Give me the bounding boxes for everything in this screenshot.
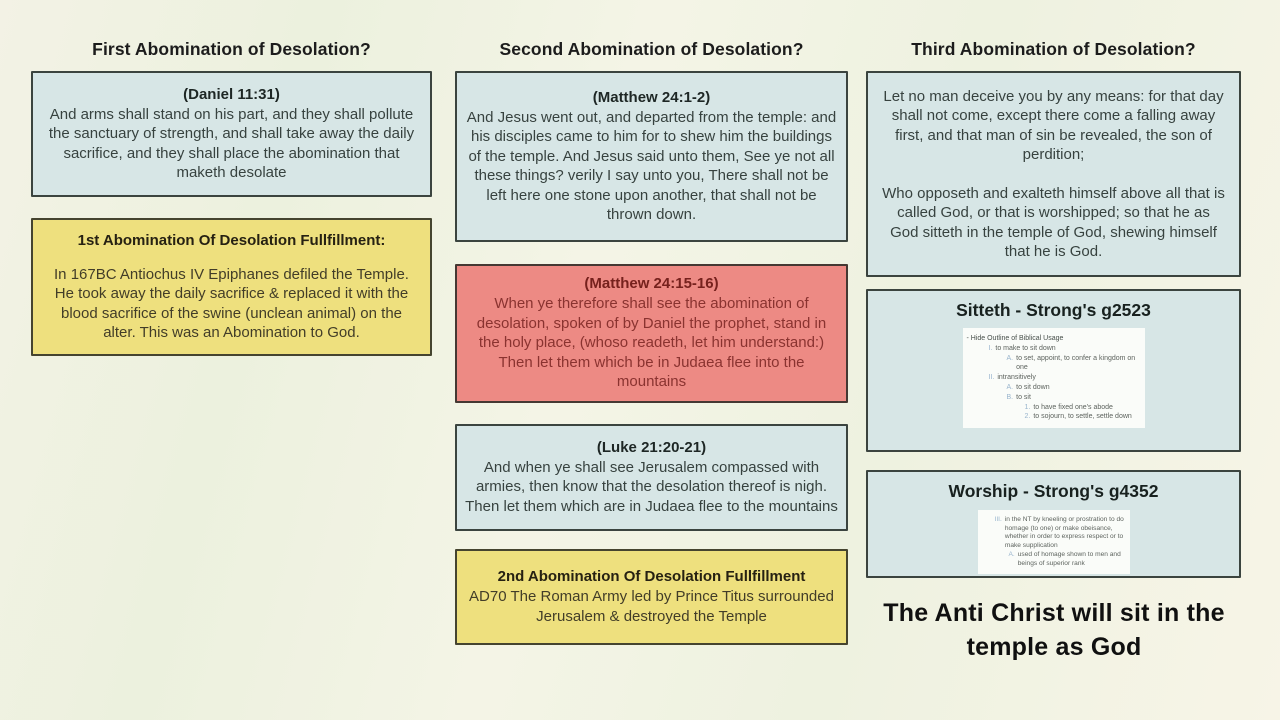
column-header-third: Third Abomination of Desolation? (911, 39, 1196, 59)
column-header-first: First Abomination of Desolation? (92, 39, 371, 59)
scripture-box-matthew-24-1-2 (455, 71, 848, 242)
scripture-text: And Jesus went out, and departed from the temple: and his disciples came to him for to shew him the buildings of the temple. And Jesus said unto them, See ye not all these things? verily I say unto you, There shall not be left here one stone upon another, that shall not be thrown down. (466, 108, 837, 223)
conclusion-statement: The Anti Christ will sit in the temple as God (883, 599, 1225, 661)
strongs-title: Sitteth - Strong's g2523 (956, 300, 1151, 320)
outline-item (967, 354, 1141, 374)
outline-item (967, 393, 1141, 403)
outline-marker: I. (988, 344, 993, 352)
scripture-reference: (Matthew 24:15-16) (584, 275, 719, 293)
outline-header: - Hide Outline of Biblical Usage (966, 335, 1064, 342)
outline-text: to set, appoint, to confer a kingdom on one (1016, 354, 1136, 372)
lexicon-outline-screenshot (963, 328, 1145, 428)
outline-text: in the NT by kneeling or prostration to do homage (to one) or make obeisance, whether in order to express respect or to make supplication (1004, 516, 1124, 550)
fulfillment-box-first (31, 218, 432, 356)
outline-marker: 1. (1024, 403, 1031, 411)
outline-text: to sojourn, to settle, settle down (1033, 413, 1132, 421)
strongs-box-worship-g4352 (866, 470, 1241, 578)
scripture-box-matthew-24-15-16 (455, 264, 848, 403)
scripture-box-luke-21-20-21 (455, 424, 848, 531)
outline-text: to make to sit down (995, 344, 1056, 352)
outline-text: to have fixed one's abode (1033, 403, 1113, 411)
scripture-box-daniel (31, 71, 432, 197)
outline-item (967, 344, 1141, 354)
outline-marker: B. (1006, 393, 1014, 401)
outline-item (983, 516, 1125, 551)
outline-marker: II. (988, 374, 995, 382)
outline-item (967, 383, 1141, 393)
outline-item (967, 412, 1141, 422)
outline-item (967, 373, 1141, 383)
scripture-box-thessalonians (866, 71, 1241, 277)
scripture-text-paragraph-2: Who opposeth and exalteth himself above all that is called God, or that is worshipped; so that he as God sitteth in the temple of God, shewing himself that he is God. (882, 184, 1225, 260)
scripture-reference: (Daniel 11:31) (183, 85, 280, 103)
fulfillment-title: 1st Abomination Of Desolation Fullfillment: (77, 231, 386, 249)
column-header-second: Second Abomination of Desolation? (499, 39, 804, 59)
strongs-title: Worship - Strong's g4352 (948, 481, 1159, 501)
fulfillment-box-second (455, 549, 848, 645)
outline-text: to sit down (1016, 383, 1050, 391)
outline-marker: III. (994, 516, 1002, 523)
scripture-reference: (Luke 21:20-21) (596, 438, 707, 456)
scripture-text-paragraph-1: Let no man deceive you by any means: for that day shall not come, except there come a falling away first, and that man of sin be revealed, the son of perdition; (883, 87, 1224, 163)
outline-text: to sit (1016, 393, 1031, 401)
lexicon-outline-screenshot (978, 510, 1130, 574)
outline-marker: 2. (1024, 413, 1031, 421)
outline-marker: A. (1006, 383, 1014, 391)
outline-marker: A. (1006, 354, 1014, 362)
scripture-text: And arms shall stand on his part, and they shall pollute the sanctuary of strength, and shall take away the daily sacrifice, and they shall place the abomination that maketh desolate (48, 105, 415, 181)
fulfillment-title: 2nd Abomination Of Desolation Fullfillment (497, 568, 806, 585)
outline-marker: A. (1008, 550, 1015, 558)
fulfillment-text: In 167BC Antiochus IV Epiphanes defiled the Temple. He took away the daily sacrifice & replaced it with the blood sacrifice of the swine (unclean animal) on the alter. This was an Abomination to God. (54, 265, 409, 341)
outline-item (983, 551, 1125, 568)
scripture-reference: (Matthew 24:1-2) (592, 88, 711, 106)
scripture-text: When ye therefore shall see the abomination of desolation, spoken of by Daniel the prophet, stand in the holy place, (whoso readeth, let him understand:) Then let them which be in Judaea flee into the mountains (476, 295, 827, 391)
outline-item (967, 403, 1141, 413)
strongs-box-sitteth-g2523 (866, 289, 1241, 452)
outline-text: intransitively (997, 374, 1036, 382)
outline-text: used of homage shown to men and beings of superior rank (1017, 550, 1121, 567)
scripture-text: And when ye shall see Jerusalem compassed with armies, then know that the desolation thereof is nigh. Then let them which are in Judaea flee to the mountains (465, 458, 838, 515)
fulfillment-text: AD70 The Roman Army led by Prince Titus surrounded Jerusalem & destroyed the Temple (469, 588, 834, 625)
